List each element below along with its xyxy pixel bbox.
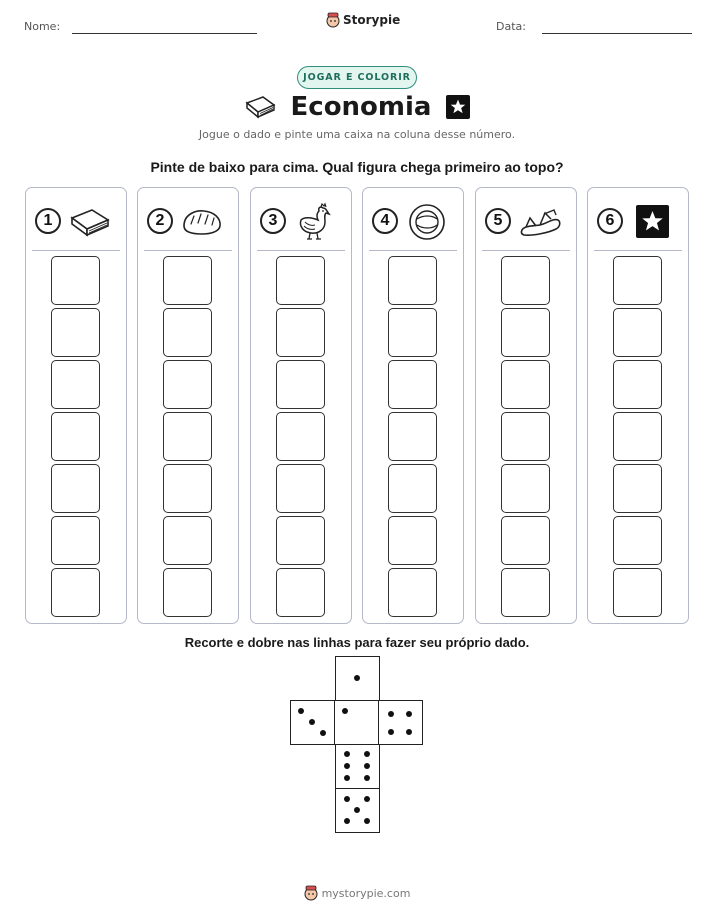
color-box[interactable]: [276, 464, 325, 513]
color-box[interactable]: [163, 360, 212, 409]
color-box[interactable]: [163, 464, 212, 513]
book-icon: [243, 93, 277, 121]
color-box[interactable]: [501, 568, 550, 617]
die-pip: [406, 711, 412, 717]
die-pip: [344, 818, 350, 824]
die-pip: [354, 675, 360, 681]
star-icon: [630, 202, 674, 242]
die-face-1: [335, 656, 380, 701]
color-box[interactable]: [51, 412, 100, 461]
column-2: [137, 187, 239, 624]
name-line[interactable]: [72, 33, 257, 34]
column-divider: [594, 250, 682, 251]
color-box[interactable]: [276, 412, 325, 461]
color-box[interactable]: [51, 464, 100, 513]
die-net: [290, 656, 426, 836]
bread-icon: [180, 202, 224, 242]
color-box[interactable]: [51, 568, 100, 617]
die-face-4: [378, 700, 423, 745]
page-title: Economia: [290, 92, 432, 122]
color-box[interactable]: [276, 256, 325, 305]
column-divider: [369, 250, 457, 251]
die-pip: [364, 818, 370, 824]
column-divider: [144, 250, 232, 251]
die-pip: [344, 796, 350, 802]
column-header: [26, 200, 126, 240]
name-label: Nome:: [24, 20, 61, 33]
column-header: [138, 200, 238, 240]
color-box[interactable]: [163, 308, 212, 357]
column-divider: [32, 250, 120, 251]
footer: [0, 885, 714, 901]
color-box[interactable]: [388, 308, 437, 357]
instruction: Pinte de baixo para cima. Qual figura chega primeiro ao topo?: [150, 159, 564, 175]
color-box[interactable]: [613, 412, 662, 461]
die-face-1: [334, 700, 379, 745]
color-box[interactable]: [163, 256, 212, 305]
color-box[interactable]: [501, 360, 550, 409]
brand-name: Storypie: [343, 13, 401, 27]
color-box[interactable]: [613, 256, 662, 305]
die-face-5: [335, 788, 380, 833]
chicken-icon: [293, 202, 337, 242]
storypie-mascot-icon: [304, 885, 318, 901]
color-box[interactable]: [501, 464, 550, 513]
footer-url[interactable]: mystorypie.com: [321, 886, 411, 900]
column-6: [587, 187, 689, 624]
die-face-6: [335, 744, 380, 789]
date-label: Data:: [496, 20, 526, 33]
die-pip: [344, 775, 350, 781]
column-number: 2: [147, 208, 173, 234]
color-box[interactable]: [163, 516, 212, 565]
color-box[interactable]: [163, 412, 212, 461]
color-box[interactable]: [388, 568, 437, 617]
die-face-3: [290, 700, 335, 745]
column-number: 3: [260, 208, 286, 234]
column-1: [25, 187, 127, 624]
die-pip: [298, 708, 304, 714]
color-box[interactable]: [276, 568, 325, 617]
sandal-icon: [518, 202, 562, 242]
column-header: [251, 200, 351, 240]
column-divider: [482, 250, 570, 251]
color-box[interactable]: [613, 308, 662, 357]
color-box[interactable]: [501, 256, 550, 305]
column-number: 1: [35, 208, 61, 234]
color-box[interactable]: [501, 308, 550, 357]
column-3: [250, 187, 352, 624]
cut-instruction: Recorte e dobre nas linhas para fazer seu próprio dado.: [184, 635, 530, 650]
star-icon: [445, 94, 471, 120]
die-pip: [406, 729, 412, 735]
color-box[interactable]: [501, 412, 550, 461]
die-pip: [364, 751, 370, 757]
die-pip: [344, 763, 350, 769]
color-box[interactable]: [388, 412, 437, 461]
die-pip: [364, 796, 370, 802]
column-5: [475, 187, 577, 624]
color-box[interactable]: [51, 256, 100, 305]
color-box[interactable]: [388, 256, 437, 305]
color-box[interactable]: [276, 308, 325, 357]
die-pip: [309, 719, 315, 725]
color-box[interactable]: [276, 516, 325, 565]
color-box[interactable]: [276, 360, 325, 409]
die-pip: [388, 729, 394, 735]
plate-icon: [405, 202, 449, 242]
die-pip: [344, 751, 350, 757]
column-number: 6: [597, 208, 623, 234]
color-box[interactable]: [51, 360, 100, 409]
subtitle: Jogue o dado e pinte uma caixa na coluna desse número.: [198, 128, 516, 141]
die-pip: [388, 711, 394, 717]
color-box[interactable]: [51, 308, 100, 357]
die-pip: [364, 775, 370, 781]
activity-badge: JOGAR E COLORIR: [297, 66, 417, 89]
die-pip: [320, 730, 326, 736]
column-header: [588, 200, 688, 240]
color-box[interactable]: [51, 516, 100, 565]
column-number: 4: [372, 208, 398, 234]
color-box[interactable]: [163, 568, 212, 617]
color-box[interactable]: [613, 464, 662, 513]
color-box[interactable]: [501, 516, 550, 565]
color-box[interactable]: [388, 464, 437, 513]
color-box[interactable]: [613, 568, 662, 617]
die-pip: [354, 807, 360, 813]
column-4: [362, 187, 464, 624]
book-icon: [68, 202, 112, 242]
column-divider: [257, 250, 345, 251]
die-pip: [364, 763, 370, 769]
date-line[interactable]: [542, 33, 692, 34]
color-box[interactable]: [613, 360, 662, 409]
color-box[interactable]: [388, 360, 437, 409]
column-header: [363, 200, 463, 240]
die-pip: [342, 708, 348, 714]
brand-logo: [326, 12, 400, 28]
title-row: [0, 92, 714, 122]
color-box[interactable]: [388, 516, 437, 565]
storypie-mascot-icon: [326, 12, 340, 28]
column-number: 5: [485, 208, 511, 234]
column-header: [476, 200, 576, 240]
color-box[interactable]: [613, 516, 662, 565]
